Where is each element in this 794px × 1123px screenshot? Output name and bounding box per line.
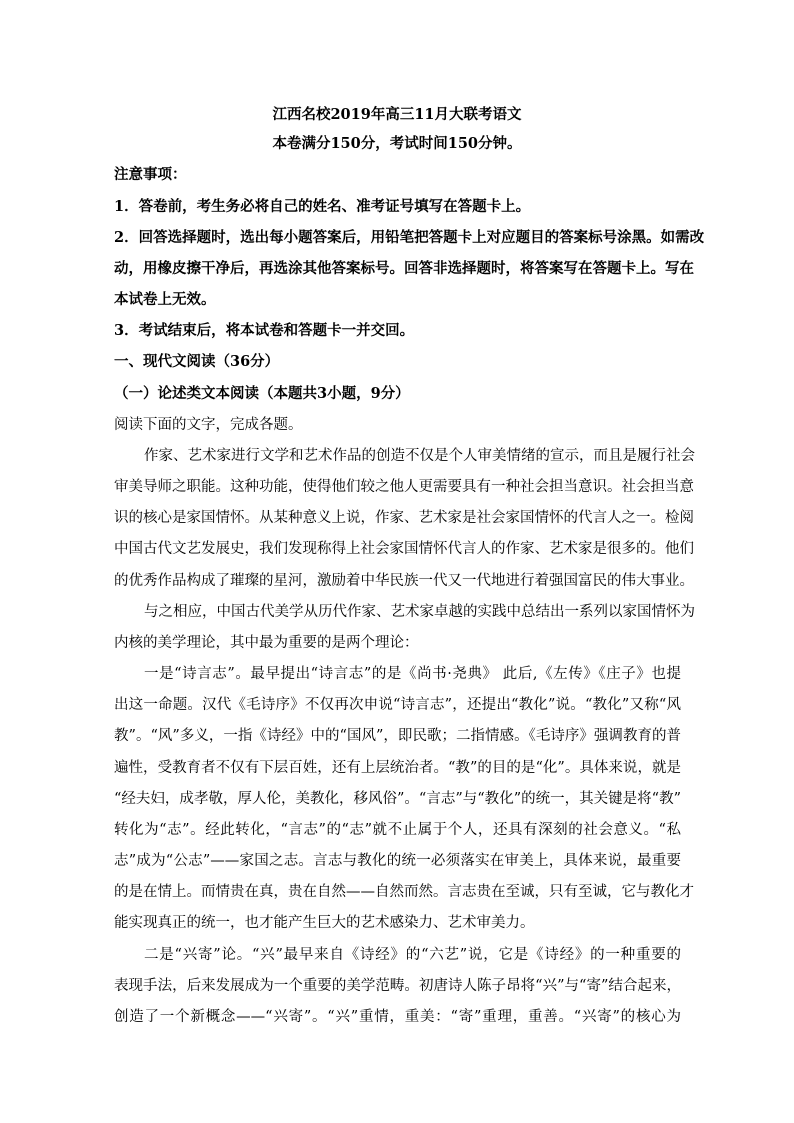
body-line: 作家、艺术家进行文学和艺术作品的创造不仅是个人审美情绪的宣示，而且是履行社会 [144, 448, 695, 464]
notice-item: 动，用橡皮擦干净后，再选涂其他答案标号。回答非选择题时，将答案写在答题卡上。写在 [114, 260, 694, 277]
body-line: 志”成为“公志”——家国之志。言志与教化的统一必须落实在审美上，具体来说，最重要 [114, 853, 681, 869]
body-line: 表现手法，后来发展成为一个重要的美学范畴。初唐诗人陈子昂将“兴”与“寄”结合起来， [114, 978, 681, 994]
body-line: 识的核心是家国情怀。从某种意义上说，作家、艺术家是社会家国情怀的代言人之一。检阅 [114, 510, 694, 526]
notice-item: 2．回答选择题时，选出每小题答案后，用铅笔把答题卡上对应题目的答案标号涂黑。如需改 [114, 229, 705, 246]
body-line: 中国古代文艺发展史，我们发现称得上社会家国情怀代言人的作家、艺术家是很多的。他们 [114, 541, 694, 557]
body-line: 出这一命题。汉代《毛诗序》不仅再次申说“诗言志”，还提出“教化”说。“教化”又称“风 [114, 697, 681, 713]
body-line: 遍性，受教育者不仅有下层百姓，还有上层统治者。“教”的目的是“化”。具体来说，就是 [114, 760, 681, 776]
notice-item: 本试卷上无效。 [114, 291, 216, 308]
notice-heading: 注意事项： [114, 166, 187, 183]
body-line: 与之相应，中国古代美学从历代作家、艺术家卓越的实践中总结出一系列以家国情怀为 [144, 604, 695, 620]
document-title: 江西名校2019年高三11月大联考语文 [272, 106, 522, 123]
section-heading: 一、现代文阅读（36分） [114, 353, 280, 370]
body-line: 一是“诗言志”。最早提出“诗言志”的是《尚书·尧典》 此后,《左传》《庄子》也提 [144, 666, 681, 682]
body-line: 教”。“风”多义，一指《诗经》中的“国风”，即民歌；二指情感。《毛诗序》强调教育的普 [114, 728, 681, 744]
body-line: 转化为“志”。经此转化，“言志”的“志”就不止属于个人，还具有深刻的社会意义。“私 [114, 822, 681, 838]
section-subheading: （一）论述类文本阅读（本题共3小题，9分） [114, 385, 410, 402]
body-line: 的是在情上。而情贵在真，贵在自然——自然而然。言志贵在至诚，只有至诚，它与教化才 [114, 884, 694, 900]
body-line: 能实现真正的统一，也才能产生巨大的艺术感染力、艺术审美力。 [114, 915, 535, 931]
body-line: “经夫妇，成孝敬，厚人伦，美教化，移风俗”。“言志”与“教化”的统一，其关键是将“教” [114, 791, 681, 807]
body-line: 创造了一个新概念——“兴寄”。“兴”重情，重美：“寄”重理，重善。“兴寄”的核心为 [114, 1009, 681, 1025]
document-subtitle: 本卷满分150分，考试时间150分钟。 [272, 135, 522, 152]
notice-item: 3．考试结束后，将本试卷和答题卡一并交回。 [114, 322, 415, 339]
body-line: 内核的美学理论，其中最为重要的是两个理论： [114, 635, 419, 651]
notice-item: 1．答卷前，考生务必将自己的姓名、准考证号填写在答题卡上。 [114, 198, 531, 215]
body-line: 二是“兴寄”论。“兴”最早来自《诗经》的“六艺”说，它是《诗经》的一种重要的 [144, 947, 681, 963]
body-line: 的优秀作品构成了璀璨的星河，激励着中华民族一代又一代地进行着强国富民的伟大事业。 [114, 573, 694, 589]
reading-instruction: 阅读下面的文字，完成各题。 [114, 417, 303, 433]
body-line: 审美导师之职能。这种功能，使得他们较之他人更需要具有一种社会担当意识。社会担当意 [114, 479, 694, 495]
